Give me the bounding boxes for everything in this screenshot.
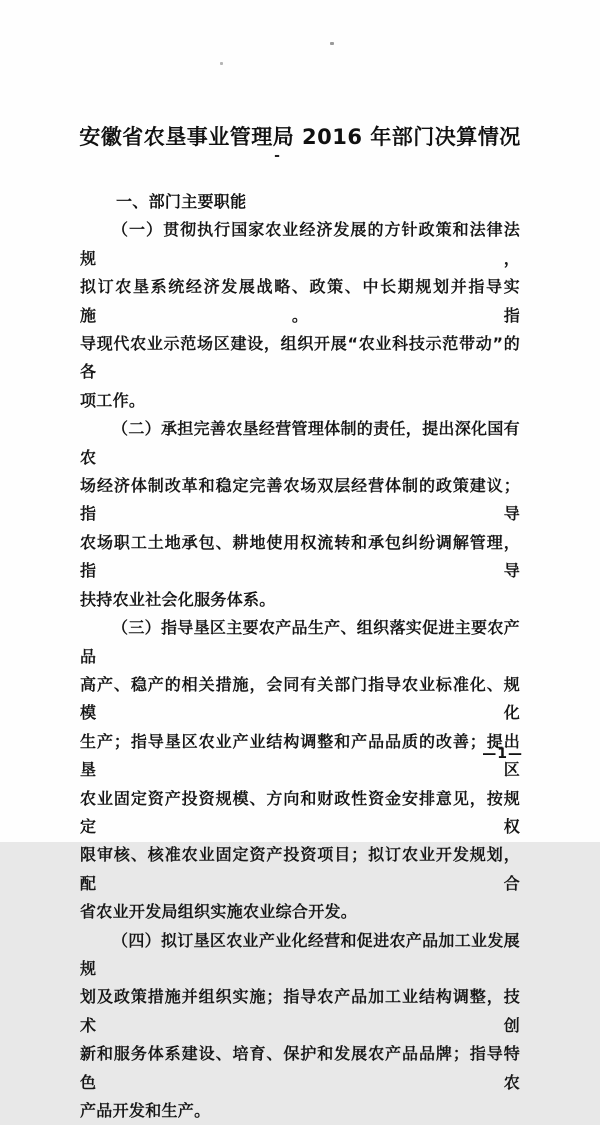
text-line: 生产；指导垦区农业产业结构调整和产品品质的改善；提出垦区	[80, 731, 520, 780]
text-line: 限审核、核准农业固定资产投资项目；拟订农业开发规划，配合	[80, 845, 520, 893]
text-line: 农业固定资产投资规模、方向和财政性资金安排意见，按规定权	[80, 788, 520, 836]
paragraph-4	[80, 927, 520, 1125]
scan-artifact-speck	[330, 42, 334, 45]
text-line: 扶持农业社会化服务体系。	[80, 589, 276, 609]
text-line: 划及政策措施并组织实施；指导农产品加工业结构调整，技术创	[80, 987, 520, 1035]
text-line: （二）承担完善农垦经营管理体制的责任，提出深化国有农	[80, 419, 520, 467]
text-line: 省农业开发局组织实施农业综合开发。	[80, 902, 358, 922]
text-line: 农场职工土地承包、耕地使用权流转和承包纠纷调解管理，指导	[80, 532, 520, 581]
page-number: —1—	[482, 746, 523, 762]
text-line: 高产、稳产的相关措施，会同有关部门指导农业标准化、规模化	[80, 674, 520, 723]
scan-artifact-speck	[220, 62, 223, 65]
section-heading: 一、部门主要职能	[116, 192, 247, 211]
paragraph-2	[80, 415, 520, 614]
text-line: 拟订农垦系统经济发展战略、政策、中长期规划并指导实施。指	[80, 277, 520, 325]
text-line: （一）贯彻执行国家农业经济发展的方针政策和法律法规，	[80, 220, 520, 268]
document-title: 安徽省农垦事业管理局 2016 年部门决算情况	[79, 125, 521, 149]
paragraph-3	[80, 614, 520, 926]
text-line: 导现代农业示范场区建设，组织开展“农业科技示范带动”的各	[80, 334, 520, 382]
text-line: 项工作。	[80, 390, 146, 410]
document-body	[80, 188, 520, 1125]
text-line: 新和服务体系建设、培育、保护和发展农产品品牌；指导特色农	[80, 1044, 520, 1092]
text-line: （三）指导垦区主要农产品生产、组织落实促进主要农产品	[80, 618, 520, 666]
paragraph-1	[80, 216, 520, 415]
text-line: 场经济体制改革和稳定完善农场双层经营体制的政策建议；指导	[80, 476, 520, 524]
text-line: （四）拟订垦区农业产业化经营和促进农产品加工业发展规	[80, 930, 520, 978]
text-line: 产品开发和生产。	[80, 1101, 211, 1120]
title-dash-mark: -	[274, 148, 280, 164]
